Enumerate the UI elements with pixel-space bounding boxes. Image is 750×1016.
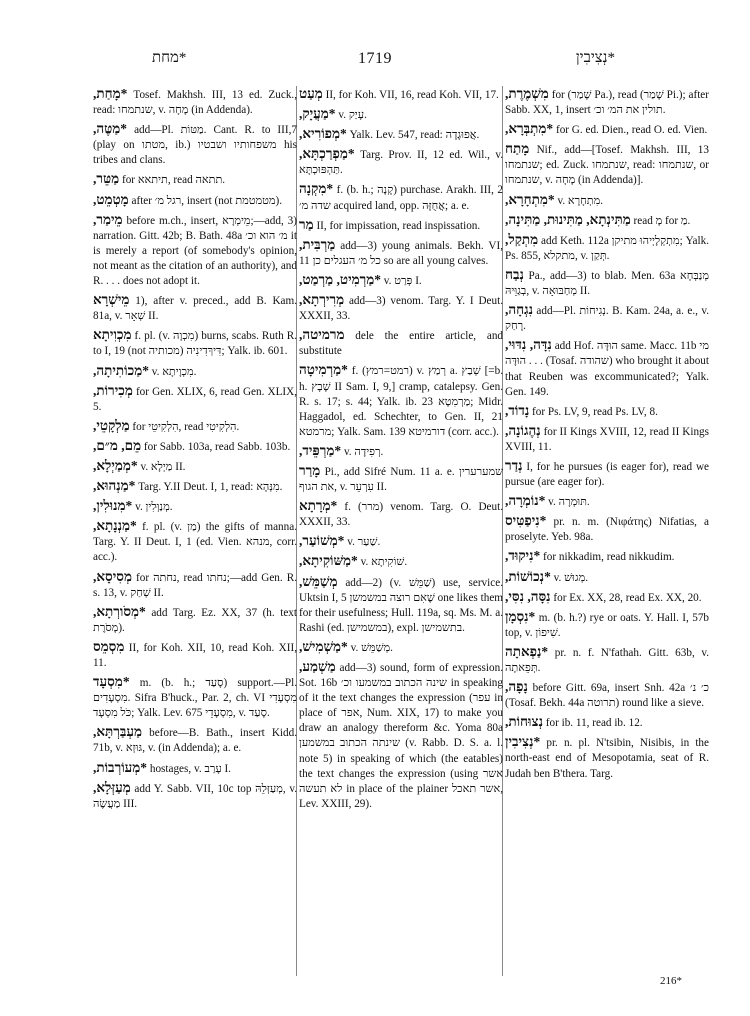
entry-headword: *מִנוּלִין,: [93, 498, 133, 514]
entry-text: 1), after v. preced., add B. Kam. 81a, v. שְׁאָר II.: [93, 295, 297, 323]
entry-text: Yalk. Lev. 547, read: אֲפוּגָדָה.: [349, 129, 480, 142]
entry-headword: *מַשּׁוֹקִיתָא,: [299, 553, 358, 569]
entry-text: for G. ed. Dien., read O. ed. Vien.: [555, 124, 708, 137]
entry-headword: מַר: [299, 216, 314, 232]
dictionary-entry: [93, 639, 297, 671]
entry-text: v. תּוּמְרָה.: [548, 496, 590, 509]
entry-text: v. מַיְלָא II.: [140, 460, 186, 473]
entry-headword: מַתִּינְתָא, מַתִּינוּת, מַתִּינָה,: [505, 211, 631, 227]
entry-text: f. (מרר) venom. Targ. O. Deut. XXXII, 33.: [299, 501, 503, 529]
entry-text: I, for he pursues (is eager for), read we pursue (are eager for).: [505, 460, 709, 489]
entry-headword: *מַשְׁמִישׁ,: [299, 638, 348, 654]
entry-headword: נְבַח: [505, 266, 524, 282]
entry-text: for nikkadim, read nikkudim.: [543, 551, 675, 564]
dictionary-entry: [93, 569, 297, 601]
entry-text: for תיתאא, read תתאה.: [121, 174, 226, 187]
dictionary-entry: [505, 212, 709, 229]
entry-headword: מְעַט: [299, 86, 323, 101]
dictionary-entry: [505, 141, 709, 188]
dictionary-entry: [93, 438, 297, 455]
entry-headword: *נִיפַטִּיס: [505, 513, 547, 529]
entry-text: for Ps. LV, 9, read Ps. LV, 8.: [532, 405, 658, 418]
entry-headword: *מַנְנָתָא,: [93, 518, 137, 534]
dictionary-entry: [93, 478, 297, 495]
dictionary-entry: [505, 679, 709, 711]
dictionary-entry: [93, 171, 297, 188]
entry-text: before Gitt. 69a, insert Snh. 42a כ׳ נ׳ (Tosaf. Bekh. 44a תרוטה) round like a sieve.: [505, 682, 709, 710]
entry-text: for II Kings XVIII, 12, read II Kings XVIII, 11.: [505, 425, 709, 453]
entry-text: pr. n. pl. N'tsibin, Nisibis, in the north-east end of Mesopotamia, seat of R. Judah ben B'thera. Targ.: [505, 737, 709, 780]
dictionary-entry: [93, 292, 297, 324]
entry-text: add—3) young animals. Bekh. VI, 11 כל מ׳ העגלים כן so are all young calves.: [299, 239, 503, 267]
dictionary-entry: [299, 126, 503, 143]
entry-headword: מְעַזְּלָא,: [93, 779, 131, 795]
dictionary-entry: [505, 589, 709, 606]
entry-text: v. עָיַק.: [338, 109, 367, 122]
entry-headword: *מַרְמִיטָה: [299, 362, 348, 378]
entry-text: for ib. 11, read ib. 12.: [545, 717, 643, 730]
entry-text: v. מִתְחָרָא.: [557, 194, 604, 207]
entry-headword: *מְמַיְלָא,: [93, 457, 138, 473]
dictionary-entry: [505, 121, 709, 138]
entry-text: for Ex. XX, 28, read Ex. XX, 20.: [553, 591, 702, 604]
entry-text: v. שַׁעַר.: [347, 536, 381, 549]
entry-text: v. מְגוּשׁ.: [553, 571, 588, 584]
entry-text: f. pl. (v. מַן) the gifts of manna. Targ. Y. II Deut. I, 1 (ed. Vien. מנהא, corr. acc.).: [93, 521, 297, 564]
entry-headword: נִסָּה, נִסִּי,: [505, 588, 551, 604]
entry-text: for Gen. XLIX, 6, read Gen. XLIX, 5.: [93, 385, 297, 413]
dictionary-entry: [299, 362, 503, 439]
entry-headword: *מָחַת,: [93, 86, 128, 101]
dictionary-entry: [93, 212, 297, 289]
entry-text: for Sabb. 103a, read Sabb. 103b.: [143, 440, 291, 453]
entry-text: add—3) venom. Targ. Y. I Deut. XXXII, 33.: [299, 295, 503, 323]
entry-headword: *מַטֶּה,: [93, 121, 128, 137]
entry-headword: מָרַר: [299, 462, 321, 478]
running-head-right: *נְצִיבִין: [575, 50, 615, 66]
entry-text: v. מִכְוָיתָא.: [151, 365, 197, 378]
entry-text: II, for Koh. XII, 10, read Koh. XII, 11.: [93, 641, 297, 669]
dictionary-entry: [505, 644, 709, 676]
dictionary-entry: [505, 714, 709, 731]
entry-headword: מֵישְׁרָא: [93, 292, 130, 308]
entry-text: for הִלְקִיטֵי, read הִלְקִיטִי.: [132, 420, 240, 433]
dictionary-entry: [299, 659, 503, 812]
entry-headword: מֵימַר,: [93, 211, 123, 227]
running-head-left: *מחת: [152, 50, 187, 66]
entry-headword: נָפָה,: [505, 679, 528, 695]
entry-headword: *נִיקוּד,: [505, 548, 541, 564]
entry-text: add Y. Sabb. VII, 10c top מְעַזְּלֵהּ, v. מַעֲשֶׂה III.: [93, 782, 297, 810]
dictionary-entry: [93, 86, 297, 118]
dictionary-entry: [93, 121, 297, 168]
dictionary-entry: [93, 780, 297, 812]
entry-text: add Keth. 112a מִתְקְלָיְיהוּ מתיקן; Yalk. Ps. 855, מתקלא, v. תְּקַן.: [505, 234, 709, 262]
dictionary-entry: [505, 192, 709, 209]
entry-headword: מִסְמֵס: [93, 638, 125, 654]
dictionary-entry: [505, 267, 709, 299]
dictionary-entry: [505, 609, 709, 641]
entry-headword: מַרְבִּית,: [299, 236, 336, 252]
entry-headword: נְדַר: [505, 457, 523, 473]
entry-text: II, for impissation, read inspissation.: [316, 219, 481, 232]
entry-headword: *מִקְנָה: [299, 181, 334, 197]
dictionary-entry: [299, 533, 503, 550]
entry-headword: *מִתְחָרָא,: [505, 191, 555, 207]
entry-headword: *מְסֹורְתָא,: [93, 603, 146, 619]
entry-headword: *מְפוֹרִיא,: [299, 126, 347, 142]
entry-text: pr. n. m. (Νιφάτης) Nifatias, a proselyte. Yeb. 98a.: [505, 516, 709, 544]
dictionary-entry: [93, 498, 297, 515]
entry-text: after רגל מ׳, insert (not מטמטמת).: [131, 194, 283, 207]
entry-headword: מֵם, מ״ם,: [93, 437, 142, 453]
entry-headword: *נִסְמָן: [505, 608, 536, 624]
entry-text: for נחתה, read נחתו;—add Gen. R. s. 13, v. שְׁחַק II.: [93, 571, 297, 599]
entry-headword: *נַפְאתָה: [505, 643, 549, 659]
entry-text: Pi., add Sifré Num. 11 a. e. שמערערין את הגוף, v. עִרְעֵר II.: [299, 465, 503, 494]
entry-headword: *מְעוֹרְבוֹת,: [93, 759, 148, 775]
dictionary-entry: [299, 639, 503, 656]
dictionary-entry: [299, 146, 503, 178]
entry-headword: *נְכוֹשׁוֹת,: [505, 568, 551, 584]
dictionary-entry: [93, 518, 297, 565]
dictionary-entry: [93, 192, 297, 209]
dictionary-entry: [93, 674, 297, 721]
entry-headword: מְשַׁמֵּשׁ,: [299, 573, 338, 589]
dictionary-entry: [93, 383, 297, 415]
column-3: [505, 86, 709, 785]
dictionary-entry: [505, 86, 709, 118]
page-number: 1719: [358, 50, 392, 67]
dictionary-entry: [505, 734, 709, 781]
entry-headword: מְסִיסָא,: [93, 568, 132, 584]
entry-text: f. (b. h.; קָנָה) purchase. Arakh. III, 2 שדה מ׳ acquired land, opp. אֲחֻזָּה; a. e.: [299, 184, 503, 212]
entry-text: v. מְנַוְּלִין.: [135, 501, 173, 514]
dictionary-entry: [299, 443, 503, 460]
entry-headword: *מְרָתָא: [299, 498, 338, 514]
column-2: [299, 86, 503, 815]
dictionary-entry: [505, 548, 709, 565]
dictionary-entry: [93, 724, 297, 756]
dictionary-entry: [299, 292, 503, 324]
entry-headword: מַטֵּר,: [93, 171, 120, 187]
dictionary-entry: [93, 604, 297, 636]
entry-headword: *מַפְרַכְתָּא,: [299, 146, 355, 162]
entry-headword: נִדָּה, נִדּוּי,: [505, 337, 552, 353]
entry-headword: *נְצִיבִין: [505, 734, 541, 750]
entry-text: Targ. Prov. II, 12 ed. Wil., v. תַּהְפּוּכְתָּא.: [299, 149, 503, 177]
entry-text: v. מְשַׁמֵּשׁ.: [350, 641, 393, 654]
dictionary-entry: [299, 217, 503, 234]
dictionary-entry: [505, 302, 709, 334]
dictionary-entry: [299, 272, 503, 289]
entry-headword: מָטְמֵט,: [93, 191, 129, 207]
entry-headword: *מַרְמִיט, מַרְמַט,: [299, 271, 381, 287]
entry-headword: נָדוֹד,: [505, 402, 530, 418]
running-head: [0, 50, 750, 74]
entry-headword: *מִתְבְּרָא,: [505, 121, 554, 137]
entry-text: dele the entire article, and substitute: [299, 330, 503, 358]
entry-text: f. (רמט=רמץ) v. רְמַץ a. שְׁבַץ [=b. h. שָׁבָץ II Sam. I, 9,] cramp, catalepsy. Gen. R. s. 17; s. 44; Yalk. ib. 23 מַרְמִטָא; Midr. Haggadol, ed. Schechter, to Gen. II, 21 מרמטא; Yalk. Sam. 139 דורמיטא (corr. acc.).: [299, 365, 503, 438]
entry-headword: נִגְחָה,: [505, 302, 533, 318]
dictionary-entry: [299, 498, 503, 530]
entry-headword: מַשְׁמַע,: [299, 659, 336, 674]
entry-headword: מִשְׁמֶרֶת,: [505, 86, 549, 101]
dictionary-entry: [505, 513, 709, 545]
dictionary-entry: [299, 553, 503, 570]
dictionary-entry: [505, 403, 709, 420]
entry-text: m. (b. h.?) rye or oats. Y. Hall. I, 57b top, v. שִׁיפוֹן.: [505, 611, 709, 639]
entry-headword: מִכְוִיתָא: [93, 327, 132, 343]
dictionary-entry: [505, 569, 709, 586]
dictionary-entry: [505, 423, 709, 455]
entry-headword: *נוֹמְרָה,: [505, 493, 546, 509]
entry-text: pr. n. f. N'fathah. Gitt. 63b, v. תְּפֵאתָה.: [505, 646, 709, 674]
dictionary-entry: [299, 181, 503, 213]
entry-text: II, for Koh. VII, 16, read Koh. VII, 17.: [325, 89, 499, 101]
entry-headword: מִתְקַל,: [505, 231, 539, 247]
entry-headword: מְרִירְתָא,: [299, 292, 345, 308]
dictionary-entry: [299, 327, 503, 359]
entry-headword: מְכִירוֹת,: [93, 382, 133, 398]
entry-headword: מַעְבַּרְתָּא,: [93, 724, 143, 740]
entry-text: Tosef. Makhsh. III, 13 ed. Zuck., read: שנתמחו, v. מָחָה (in Addenda).: [93, 89, 297, 117]
entry-text: add—2) (v. שַׁמֵּשׁ) use, service. Uktsin I, 5 שֶׁאִם רוצה במשמשן one likes them for their usefulness; Hull. 119a, sq. Ms. M. a. Rashi (ed. במשמישן), expl. בתשמישן.: [299, 576, 503, 634]
entry-text: add—Pl. נְגִיחוֹת. B. Kam. 24a, a. e., v. רָחַק.: [505, 305, 709, 333]
entry-headword: מרמיטה,: [299, 327, 345, 343]
entry-text: Nif., add—[Tosef. Makhsh. III, 13 שנתמחו; ed. Zuck. שנתמחו, read: שנתמחו, or שנתמחו, v. מָחָה (in Addenda)].: [505, 144, 709, 187]
entry-headword: מָתַח: [505, 141, 530, 157]
entry-text: before m.ch., insert, מֵימְרָא;—add, 3) narration. Gitt. 42b; B. Bath. 48a מ׳ הוא וכ׳ it is merely a report (of somebody's opinion, not meant as the citation of an authority), and R. . . . does not adopt it.: [93, 214, 297, 288]
dictionary-entry: [299, 106, 503, 123]
signature-mark: 216*: [660, 975, 682, 987]
entry-headword: *מַכוֹתִיתָה,: [93, 362, 149, 378]
dictionary-entry: [93, 327, 297, 359]
entry-headword: *מַרְפֵּיד,: [299, 442, 342, 458]
column-1: [93, 86, 297, 815]
entry-headword: נְצוּחוֹת,: [505, 714, 543, 730]
dictionary-entry: [93, 418, 297, 435]
entry-text: add—3) sound, form of expression. Sot. 16b שינה הכתוב במשמעו וכ׳ in speaking of it the text changes the expression (עפר in place of אפר, Num. XIX, 17) to make you draw an analogy thereform &c. Yoma 80a שינתה הכתוב במשמען (v. Rabb. D. S. a. l. note 5) in speaking of which (the eatables) the text changes the expression (using אשר לא תעשה in place of the plainer אשר תאכל, Lev. XXIII, 29).: [299, 662, 503, 810]
dictionary-entry: [93, 363, 297, 380]
entry-text: v. פְּרַט I.: [383, 274, 422, 287]
entry-text: hostages, v. עָרַב I.: [149, 762, 231, 775]
dictionary-entry: [299, 237, 503, 269]
entry-text: for (שָׁמַר Pa.), read (שָׁמַר Pi.); after Sabb. XX, 1, insert תולין את המ׳ וכ׳.: [505, 89, 709, 117]
dictionary-entry: [299, 86, 503, 103]
entry-text: before—B. Bath., insert Kidd. 71b, v. גּוּזְא, v. (in Addenda); a. e.: [93, 727, 297, 755]
dictionary-entry: [93, 458, 297, 475]
entry-headword: מַלְקָטֵי,: [93, 417, 130, 433]
dictionary-entry: [505, 458, 709, 490]
entry-text: add—Pl. מַטּוֹת. Cant. R. to III,7 (play on מטתו, ib.) משפחותיו ושבטיו his tribes and clans.: [93, 124, 297, 167]
entry-headword: נְהֶגוֹנָה,: [505, 422, 541, 438]
entry-headword: *מְשׁוֹעַר,: [299, 533, 345, 549]
entry-text: Pa., add—3) to blab. Men. 63a מְנַבְּחָא בְגַוֵּיהּ, v. מְחַבּוּאָה II.: [505, 269, 709, 298]
dictionary-entry: [93, 760, 297, 777]
dictionary-entry: [299, 574, 503, 636]
entry-headword: *מִסְעָד: [93, 674, 130, 690]
entry-text: add Hof. הוּדָּה same. Macc. 11b מי . . . הוּדָּה (Tosaf. שהודה) who brought it about that Reuben was excommunicated?; Yalk. Gen. 149.: [505, 340, 709, 398]
dictionary-entry: [505, 493, 709, 510]
entry-text: read מָ for מַ.: [633, 214, 691, 227]
entry-headword: *מַעֲיָק,: [299, 106, 336, 122]
entry-text: m. (b. h.; סָעַד) support.—Pl. מִסְעָדִים. Sifra B'huck., Par. 2, ch. VI מִסְעָדִי כֹּל מִסְעָד; Yalk. Lev. 675 מִסְעָדֵי, v. סָעַד.: [93, 677, 297, 720]
entry-text: v. שׁוֹקִיתָא.: [360, 556, 408, 569]
entry-text: v. רְפִידָה.: [343, 445, 384, 458]
entry-headword: *מַנְהוּא,: [93, 478, 136, 494]
dictionary-entry: [505, 337, 709, 399]
dictionary-entry: [299, 463, 503, 495]
entry-text: f. pl. (v. מִכְוָה) burns, scabs. Ruth R. to I, 19 (not מכותיה) דִּיךְדִינִיה; Yalk. ib. 601.: [93, 330, 297, 358]
entry-text: Targ. Y.II Deut. I, 1, read: מִנְּהָא.: [138, 481, 283, 494]
entry-text: add Targ. Ez. XX, 37 (h. text מָסֹרֶת).: [93, 606, 297, 634]
dictionary-entry: [505, 232, 709, 264]
